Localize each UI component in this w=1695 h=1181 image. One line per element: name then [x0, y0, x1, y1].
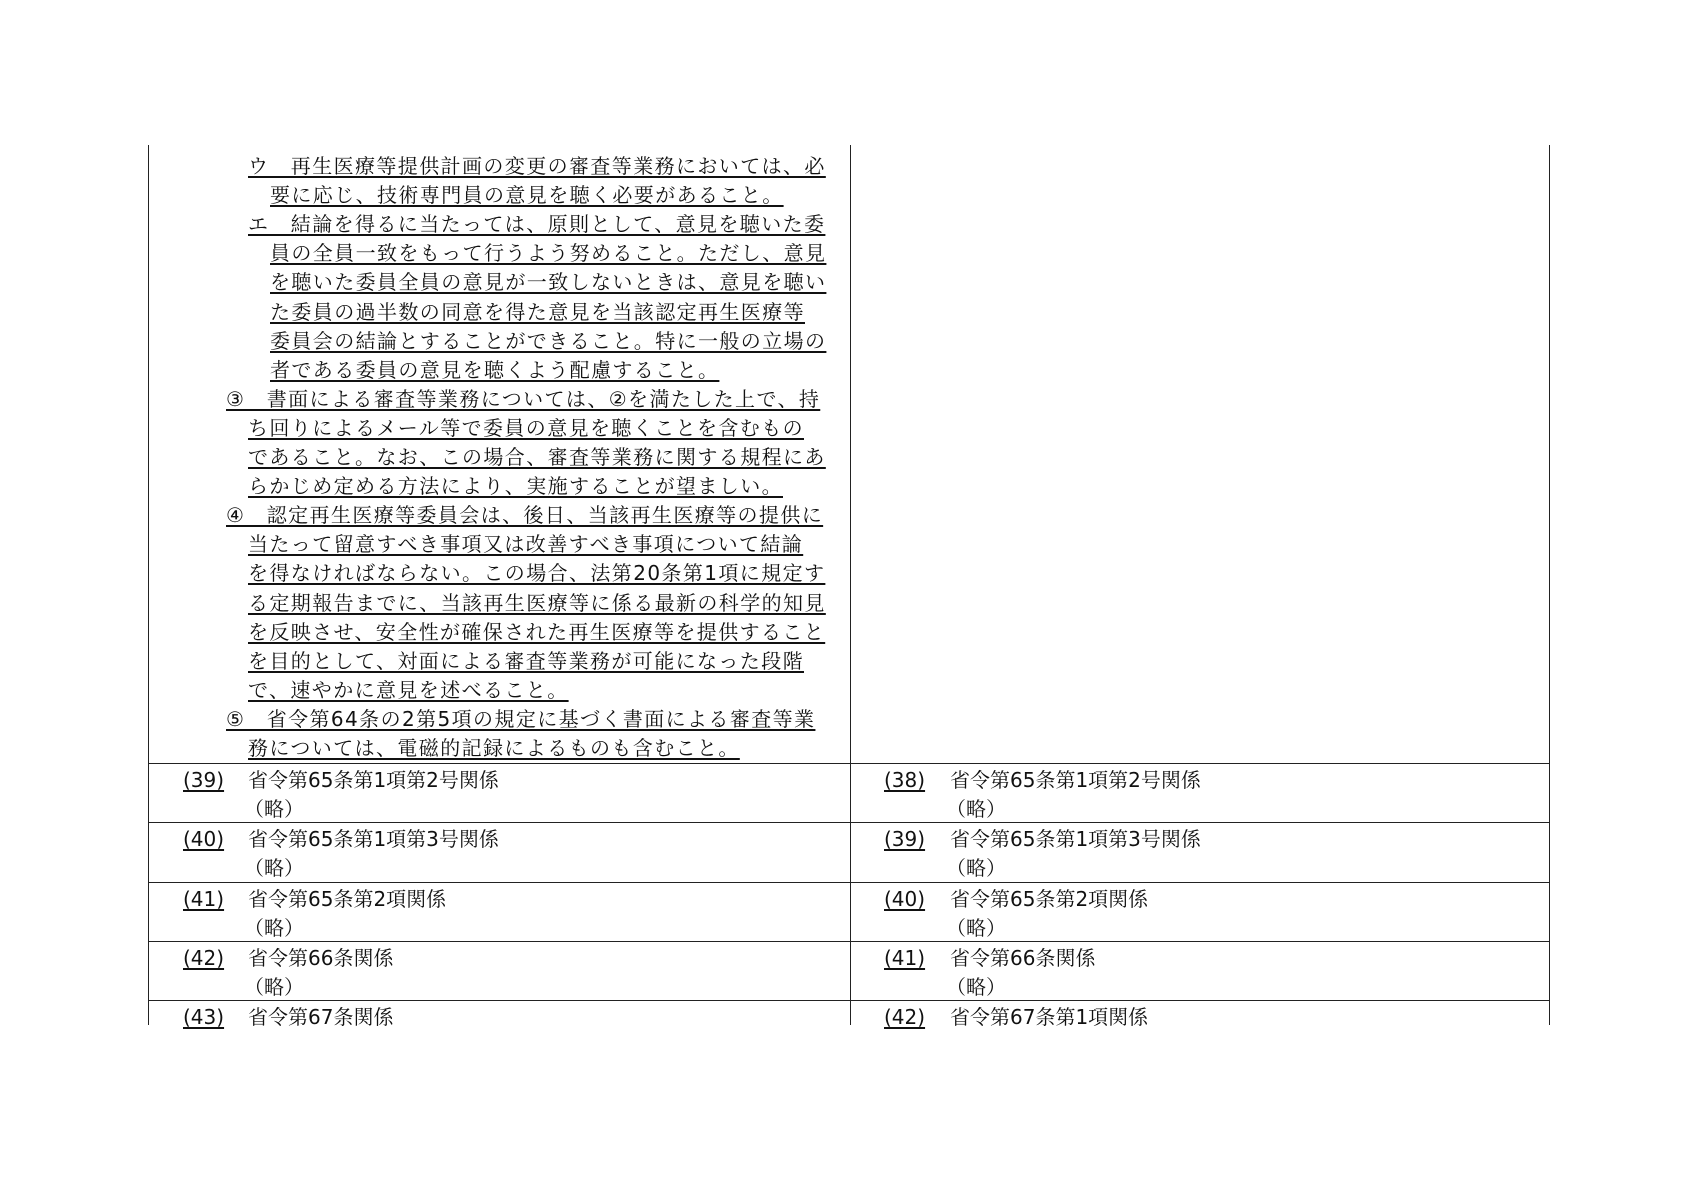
amended-text-line: 員の全員一致をもって行うよう努めること。ただし、意見 [270, 241, 827, 266]
right-item-omitted: （略） [946, 975, 1006, 999]
amended-text-line: を聴いた委員全員の意見が一致しないときは、意見を聴い [270, 270, 827, 295]
table-left-border [148, 145, 149, 1025]
left-item-number: (43) [183, 1005, 225, 1029]
right-item-omitted: （略） [946, 856, 1006, 880]
table-center-divider [850, 145, 851, 1025]
row-separator [148, 1000, 1550, 1001]
left-item-omitted: （略） [244, 856, 304, 880]
amended-text-line: ④ 認定再生医療等委員会は、後日、当該再生医療等の提供に [226, 503, 824, 528]
left-item-number: (41) [183, 887, 225, 911]
amended-text-line: エ 結論を得るに当たっては、原則として、意見を聴いた委 [248, 212, 826, 237]
right-item-number: (39) [884, 827, 926, 851]
right-item-omitted: （略） [946, 797, 1006, 821]
amended-text-line: 要に応じ、技術専門員の意見を聴く必要があること。 [270, 183, 784, 208]
right-item-number: (41) [884, 946, 926, 970]
right-item-title: 省令第65条第2項関係 [950, 887, 1149, 911]
amended-text-line: ③ 書面による審査等業務については、②を満たした上で、持 [226, 386, 821, 411]
table-right-border [1549, 145, 1550, 1025]
amended-text-line: で、速やかに意見を述べること。 [248, 677, 569, 702]
amended-text-line: 委員会の結論とすることができること。特に一般の立場の [270, 328, 827, 353]
amended-text-line: ち回りによるメール等で委員の意見を聴くことを含むもの [248, 415, 804, 440]
left-item-omitted: （略） [244, 975, 304, 999]
amended-text-line: であること。なお、この場合、審査等業務に関する規程にあ [248, 445, 826, 469]
left-item-omitted: （略） [244, 916, 304, 940]
right-item-title: 省令第65条第1項第2号関係 [950, 768, 1201, 792]
amended-text-line: を得なければならない。この場合、法第20条第1項に規定す [248, 561, 826, 586]
amended-text-line: る定期報告までに、当該再生医療等に係る最新の科学的知見 [248, 590, 826, 615]
right-item-number: (42) [884, 1005, 926, 1029]
amended-text-line: 務については、電磁的記録によるものも含むこと。 [248, 736, 740, 760]
amended-text-line: を目的として、対面による審査等業務が可能になった段階 [248, 648, 804, 673]
amended-text-line: た委員の過半数の同意を得た意見を当該認定再生医療等 [270, 299, 805, 324]
amended-text-line: ⑤ 省令第64条の2第5項の規定に基づく書面による審査等業 [226, 706, 816, 731]
right-item-number: (38) [884, 768, 926, 792]
amended-text-line: 者である委員の意見を聴くよう配慮すること。 [270, 357, 720, 382]
amended-text-line: を反映させ、安全性が確保された再生医療等を提供すること [248, 619, 826, 644]
amended-text-line: 当たって留意すべき事項又は改善すべき事項について結論 [248, 532, 804, 557]
amended-text-line: ウ 再生医療等提供計画の変更の審査等業務においては、必 [248, 154, 826, 178]
amended-text-line: らかじめ定める方法により、実施することが望ましい。 [248, 474, 783, 499]
right-item-title: 省令第65条第1項第3号関係 [950, 827, 1201, 851]
left-item-title: 省令第65条第1項第2号関係 [248, 768, 499, 792]
left-item-title: 省令第65条第1項第3号関係 [248, 827, 499, 851]
left-item-number: (42) [183, 946, 225, 970]
right-item-title: 省令第66条関係 [950, 946, 1096, 970]
row-separator [148, 882, 1550, 883]
left-item-title: 省令第67条関係 [248, 1005, 394, 1029]
left-item-title: 省令第66条関係 [248, 946, 394, 970]
left-item-omitted: （略） [244, 797, 304, 821]
row-separator [148, 941, 1550, 942]
row-separator [148, 822, 1550, 823]
row-separator [148, 763, 1550, 764]
left-item-title: 省令第65条第2項関係 [248, 887, 447, 911]
right-item-omitted: （略） [946, 916, 1006, 940]
right-item-number: (40) [884, 887, 926, 911]
left-item-number: (40) [183, 827, 225, 851]
left-item-number: (39) [183, 768, 225, 792]
right-item-title: 省令第67条第1項関係 [950, 1005, 1149, 1029]
